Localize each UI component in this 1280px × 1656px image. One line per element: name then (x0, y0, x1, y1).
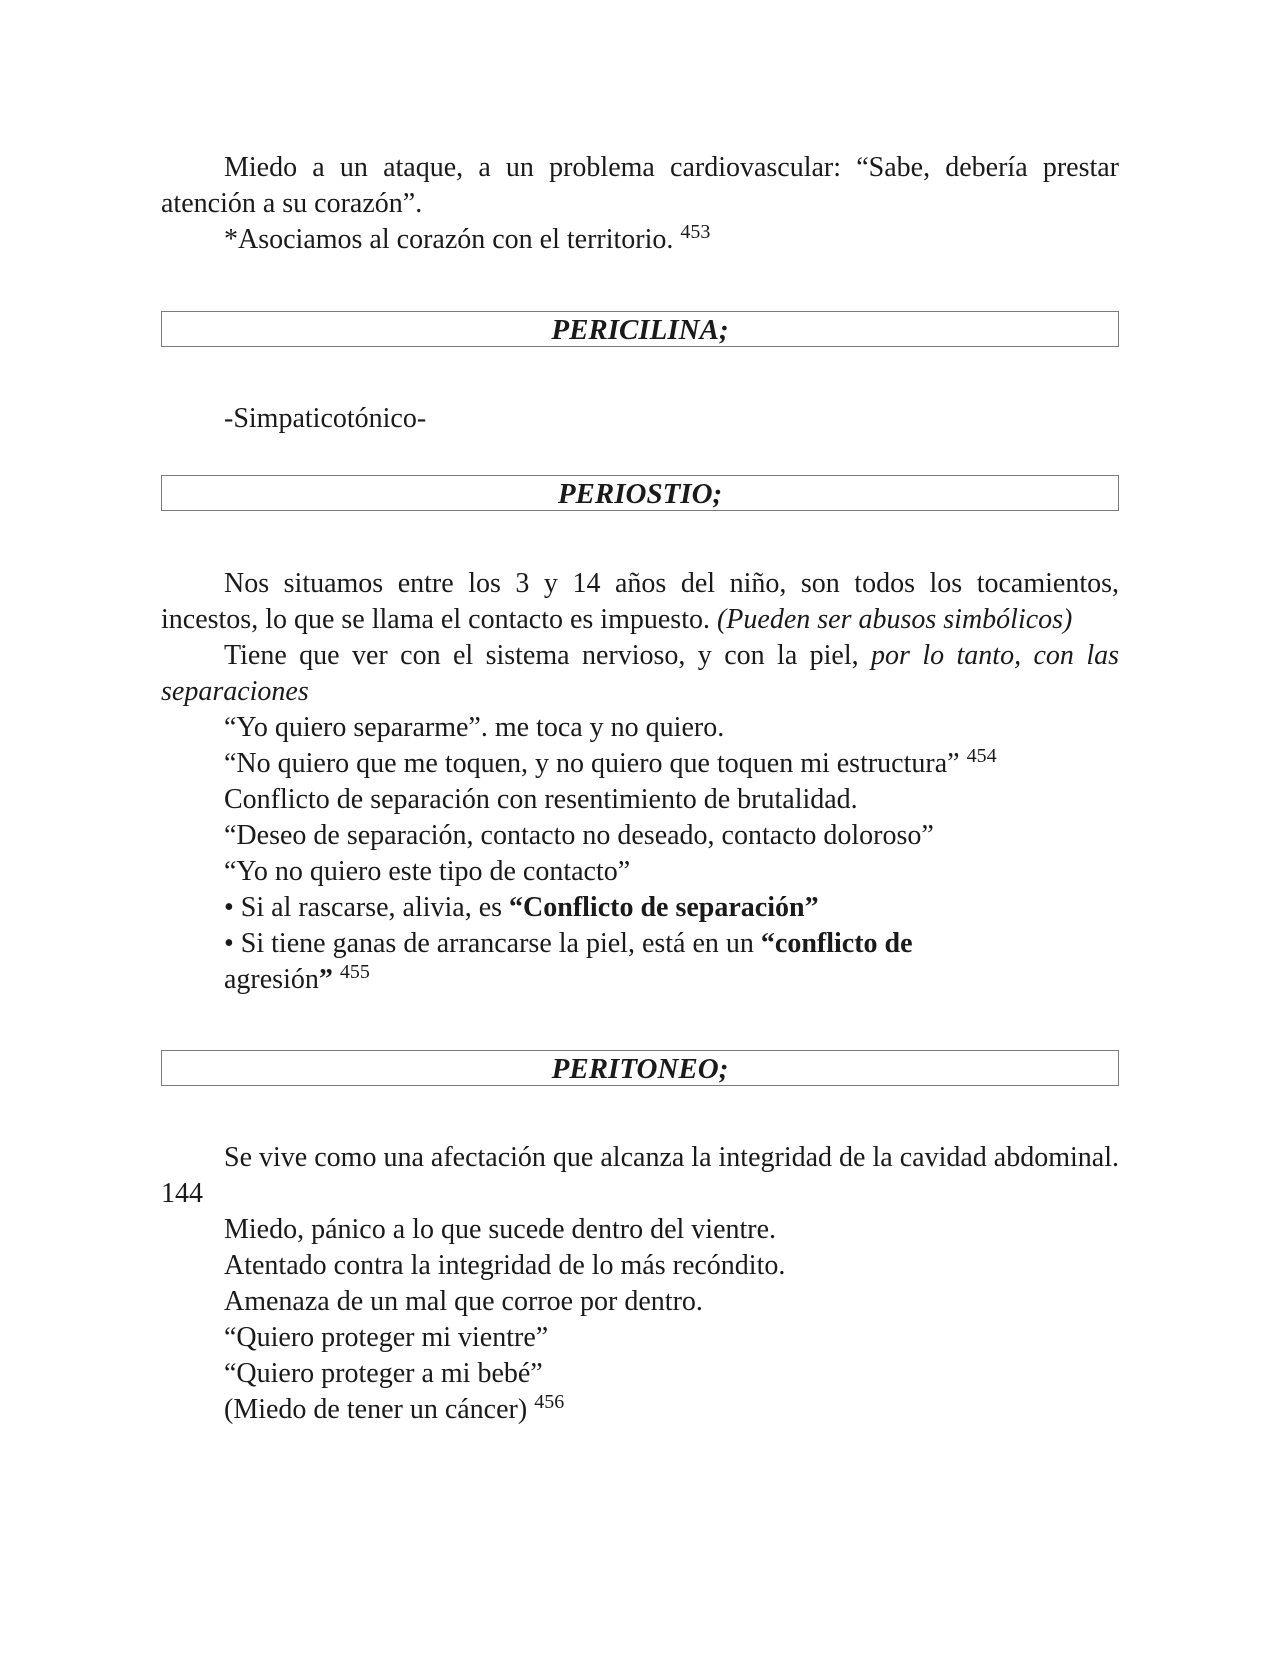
peritoneo-line-3: Amenaza de un mal que corroe por dentro. (224, 1286, 703, 1317)
bullet-2-bold: “conflicto de (760, 928, 913, 959)
periostio-line-3: Conflicto de separación con resentimiento de brutalidad. (224, 784, 858, 815)
peritoneo-paragraph: Se vive como una afectación que alcanza la integridad de la cavidad abdominal. 144 (161, 1142, 1119, 1209)
document-page (161, 150, 1119, 1428)
periostio-bullet-1 (161, 890, 1119, 926)
peritoneo-line-6 (161, 1392, 1119, 1428)
intro-paragraph: Miedo a un ataque, a un problema cardiovascular: “Sabe, debería prestar atención a su corazón”. (161, 152, 1119, 219)
bullet-2-cont: agresión (224, 964, 319, 995)
periostio-line-4: “Deseo de separación, contacto no deseado, contacto doloroso” (224, 820, 934, 851)
peritoneo-line-2: Atentado contra la integridad de lo más recóndito. (224, 1250, 786, 1281)
periostio-line-2 (161, 746, 1119, 782)
peritoneo-line-5: “Quiero proteger a mi bebé” (224, 1358, 543, 1389)
intro-note (161, 222, 1119, 258)
periostio-bullet-2 (161, 926, 1119, 962)
peritoneo-line-4: “Quiero proteger mi vientre” (224, 1322, 549, 1353)
section-heading-periostio: PERIOSTIO; (161, 475, 1119, 511)
periostio-line-1: “Yo quiero separarme”. me toca y no quiero. (224, 712, 725, 743)
pericilina-line: -Simpaticotónico- (224, 403, 427, 434)
periostio-p2-italic: por lo tanto, con las separaciones (161, 640, 1119, 707)
section-heading-peritoneo: PERITONEO; (161, 1050, 1119, 1086)
periostio-line-5: “Yo no quiero este tipo de contacto” (224, 856, 631, 887)
peritoneo-line-1: Miedo, pánico a lo que sucede dentro del vientre. (224, 1214, 777, 1245)
periostio-bullet-2-cont (161, 962, 1119, 998)
bullet-2-close: ” (318, 964, 333, 995)
footnote-ref: 456 (534, 1391, 565, 1413)
periostio-paragraph-1 (161, 566, 1119, 638)
bullet-2-text: • Si tiene ganas de arrancarse la piel, está en un (224, 928, 761, 959)
bullet-1-bold: “Conflicto de separación” (509, 892, 819, 923)
bullet-1-text: • Si al rascarse, alivia, es (224, 892, 510, 923)
footnote-ref: 455 (339, 961, 370, 983)
periostio-line-2-text: “No quiero que me toquen, y no quiero que toquen mi estructura” (224, 748, 960, 779)
periostio-p1-text: Nos situamos entre los 3 y 14 años del niño, son todos los tocamientos, incestos, lo que se llama el contacto es impuesto. (161, 568, 1119, 635)
section-heading-pericilina: PERICILINA; (161, 311, 1119, 347)
periostio-p1-italic: (Pueden ser abusos simbólicos) (716, 604, 1073, 635)
footnote-ref: 454 (966, 745, 997, 767)
periostio-p2-text: Tiene que ver con el sistema nervioso, y con la piel, (224, 640, 872, 671)
peritoneo-line-6-text: (Miedo de tener un cáncer) (224, 1394, 528, 1425)
footnote-ref: 453 (680, 221, 711, 243)
intro-note-text: *Asociamos al corazón con el territorio. (224, 224, 674, 255)
periostio-paragraph-2 (161, 638, 1119, 710)
